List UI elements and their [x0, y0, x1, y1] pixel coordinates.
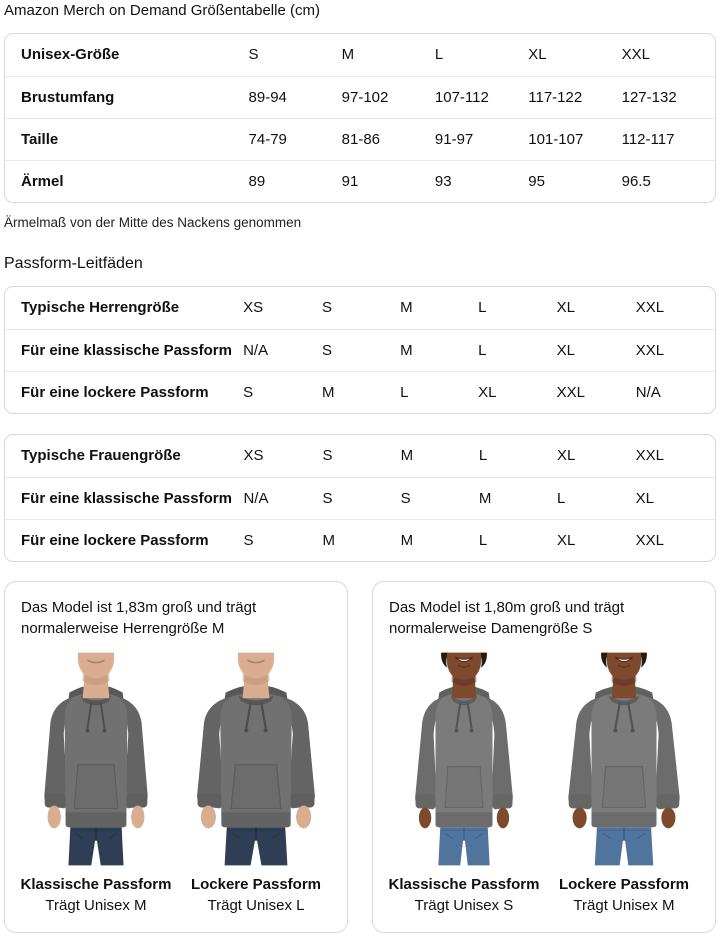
- fit-cell: XS: [243, 299, 264, 317]
- fit-caption: Klassische Passform: [388, 876, 540, 893]
- fit-cell: S: [322, 447, 333, 465]
- size-caption: Trägt Unisex L: [207, 897, 305, 914]
- measure-cell: 81-86: [342, 118, 435, 160]
- row-label: Typische Frauengröße: [21, 447, 181, 465]
- row-label: Unisex-Größe: [21, 46, 120, 64]
- row-label: Taille: [5, 118, 249, 160]
- size-caption: Trägt Unisex M: [573, 897, 675, 914]
- model-card-male: [4, 581, 348, 933]
- model-figure: [548, 649, 700, 917]
- fit-cell: XXL: [636, 329, 715, 371]
- measure-cell: 107-112: [435, 76, 528, 118]
- size-caption: Trägt Unisex M: [45, 897, 147, 914]
- fit-cell: XS: [243, 447, 264, 465]
- fit-cell: S: [322, 299, 333, 317]
- fit-cell: L: [479, 519, 557, 561]
- measure-cell: 117-122: [528, 76, 621, 118]
- fit-cell: N/A: [636, 371, 715, 413]
- table-row: [5, 76, 715, 118]
- model-card-female: [372, 581, 716, 933]
- size-col-header: L: [434, 46, 444, 64]
- table-row: [5, 118, 715, 160]
- fit-caption: Lockere Passform: [190, 876, 322, 893]
- fit-cell: L: [478, 299, 487, 317]
- size-col-header: M: [341, 46, 355, 64]
- fit-cell: M: [400, 447, 414, 465]
- fit-guides-heading: Passform-Leitfäden: [4, 255, 143, 272]
- size-col-header: XL: [528, 46, 547, 64]
- fit-cell: XL: [557, 329, 636, 371]
- table-row: [5, 435, 715, 477]
- row-label: Für eine klassische Passform: [5, 477, 243, 519]
- row-label: Brustumfang: [5, 76, 249, 118]
- fit-cell: XL: [556, 299, 575, 317]
- fit-cell: XL: [478, 371, 556, 413]
- fit-cell: N/A: [243, 477, 322, 519]
- fit-cell: XL: [557, 447, 576, 465]
- fit-cell: N/A: [243, 329, 322, 371]
- size-caption: Trägt Unisex S: [414, 897, 514, 914]
- table-row: [5, 160, 715, 202]
- card-description: Das Model ist 1,83m groß und trägt normalerweise Herrengröße M: [21, 599, 257, 637]
- fit-cell: XXL: [635, 447, 664, 465]
- model-photo-female-loose: [548, 649, 700, 869]
- fit-cell: M: [400, 299, 413, 317]
- model-cards: [4, 581, 716, 933]
- measure-cell: 112-117: [622, 118, 715, 160]
- measure-cell: 101-107: [528, 118, 621, 160]
- measure-cell: 96.5: [622, 160, 715, 202]
- fit-cell: S: [401, 477, 479, 519]
- womens-fit-table: [4, 434, 716, 562]
- fit-cell: M: [400, 329, 478, 371]
- table-row: [5, 329, 715, 371]
- measure-cell: 89: [249, 160, 342, 202]
- fit-cell: S: [243, 519, 322, 561]
- measure-cell: 89-94: [249, 76, 342, 118]
- fit-cell: XL: [636, 477, 715, 519]
- fit-cell: XXL: [557, 371, 636, 413]
- fit-cell: S: [243, 371, 322, 413]
- row-label: Für eine lockere Passform: [5, 371, 243, 413]
- row-label: Für eine lockere Passform: [5, 519, 243, 561]
- figures-row: [19, 649, 333, 917]
- table-row: [5, 519, 715, 561]
- unisex-size-table: [4, 33, 716, 203]
- measure-cell: 93: [435, 160, 528, 202]
- model-figure: [388, 649, 540, 917]
- fit-cell: S: [322, 477, 400, 519]
- fit-caption: Lockere Passform: [558, 876, 690, 893]
- measure-cell: 91: [342, 160, 435, 202]
- measure-cell: 97-102: [342, 76, 435, 118]
- fit-cell: L: [557, 477, 636, 519]
- model-photo-male-loose: [180, 649, 332, 869]
- size-col-header: S: [248, 46, 259, 64]
- measure-cell: 74-79: [249, 118, 342, 160]
- model-photo-female-classic: [388, 649, 540, 869]
- fit-cell: XXL: [636, 519, 715, 561]
- figures-row: [387, 649, 701, 917]
- fit-cell: M: [322, 371, 400, 413]
- table-row: [5, 287, 715, 329]
- model-photo-male-classic: [20, 649, 172, 869]
- fit-cell: M: [322, 519, 400, 561]
- sleeve-measurement-note: Ärmelmaß von der Mitte des Nackens genommen: [4, 215, 302, 230]
- measure-cell: 127-132: [622, 76, 715, 118]
- fit-caption: Klassische Passform: [20, 876, 172, 893]
- fit-cell: L: [400, 371, 478, 413]
- card-description: Das Model ist 1,80m groß und trägt normalerweise Damengröße S: [389, 599, 625, 637]
- fit-cell: M: [479, 477, 557, 519]
- row-label: Typische Herrengröße: [21, 299, 180, 317]
- table-row: [5, 371, 715, 413]
- measure-cell: 95: [528, 160, 621, 202]
- page-title: Amazon Merch on Demand Größentabelle (cm): [4, 2, 320, 19]
- row-label: Ärmel: [5, 160, 249, 202]
- table-row: [5, 477, 715, 519]
- fit-cell: L: [478, 447, 488, 465]
- measure-cell: 91-97: [435, 118, 528, 160]
- fit-cell: XXL: [635, 299, 665, 317]
- table-header-row: [5, 34, 715, 76]
- row-label: Für eine klassische Passform: [5, 329, 243, 371]
- model-figure: [20, 649, 172, 917]
- fit-cell: M: [401, 519, 479, 561]
- size-col-header: XXL: [621, 46, 650, 64]
- fit-cell: L: [478, 329, 556, 371]
- fit-cell: S: [322, 329, 400, 371]
- fit-cell: XL: [557, 519, 636, 561]
- mens-fit-table: [4, 286, 716, 414]
- model-figure: [180, 649, 332, 917]
